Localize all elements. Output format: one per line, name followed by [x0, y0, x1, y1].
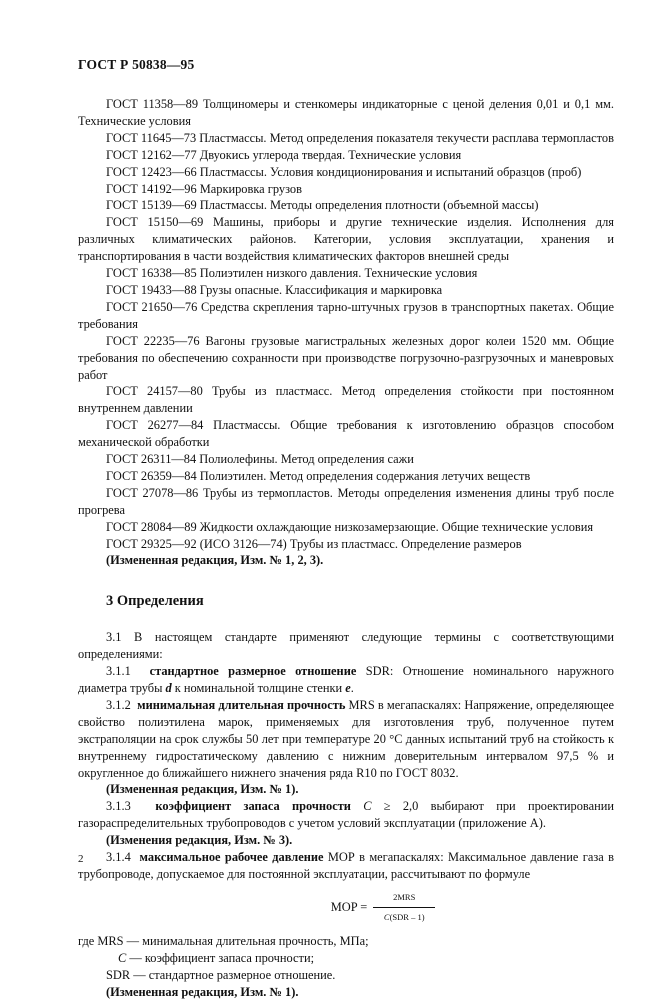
formula-variable-c: C: [383, 912, 390, 923]
where-c-text: — коэффициент запаса прочности;: [126, 950, 315, 965]
definition-3-1-1: [78, 663, 614, 697]
mop-formula: [152, 889, 614, 927]
definition-3-1-2: [78, 697, 614, 782]
reference-item: ГОСТ 28084—89 Жидкости охлаждающие низкозамерзающие. Общие технические условия: [106, 519, 594, 534]
section-title: 3 Определения: [106, 593, 204, 610]
formula-lhs: MOP =: [330, 900, 368, 915]
defined-term: коэффициент запаса прочности: [155, 799, 351, 814]
definition-text: .: [350, 681, 354, 695]
reference-item: ГОСТ 26311—84 Полиолефины. Метод определения сажи: [106, 452, 414, 467]
reference-item: ГОСТ 22235—76 Вагоны грузовые магистральных железных дорог колеи 1520 мм. Общие требования по обеспечению сохранности при производстве погрузочно-разгрузочных и маневровых работ: [78, 333, 614, 382]
reference-item: ГОСТ 26359—84 Полиэтилен. Метод определения содержания летучих веществ: [106, 468, 531, 483]
amendment-note: (Измененная редакция, Изм. № 1).: [106, 782, 299, 797]
reference-item: ГОСТ 12423—66 Пластмассы. Условия кондиционирования и испытаний образцов (проб): [106, 164, 582, 179]
reference-item: ГОСТ 12162—77 Двуокись углерода твердая. Технические условия: [106, 147, 462, 162]
amendment-note: (Измененная редакция, Изм. № 1, 2, 3).: [106, 553, 324, 568]
variable-e: e: [345, 681, 351, 695]
reference-item: ГОСТ 11645—73 Пластмассы. Метод определения показателя текучести расплава термопластов: [106, 130, 614, 145]
where-sdr: SDR — стандартное размерное отношение.: [106, 967, 336, 982]
where-c: [78, 950, 614, 967]
defined-term: стандартное размерное отношение: [149, 664, 357, 679]
reference-item: ГОСТ 24157—80 Трубы из пластмасс. Метод определения стойкости при постоянном внутреннем давлении: [78, 384, 614, 416]
definition-text: SDR: Отношение номинального наружного диаметра трубы: [78, 664, 614, 695]
definition-text: МОР в мегапаскалях: Максимальное давление газа в трубопроводе, допускаемое для постоянной эксплуатации, рассчитывают по формуле: [78, 850, 614, 881]
definition-text: ≥ 2,0 выбирают при проектировании газораспределительных трубопроводов с учетом условий эксплуатации (приложение А).: [78, 799, 614, 831]
document-header: ГОСТ Р 50838—95: [78, 57, 195, 72]
clause-number: 3.1.4: [106, 850, 131, 865]
clause-number: 3.1.1: [106, 664, 131, 679]
variable-d: d: [165, 681, 172, 695]
reference-item: ГОСТ 26277—84 Пластмассы. Общие требования к изготовлению образцов способом механической обработки: [78, 418, 614, 450]
definition-3-1-3: [78, 798, 614, 832]
page-number: 2: [78, 853, 84, 865]
clause-number: 3.1.3: [106, 799, 131, 814]
formula-numerator: 2MRS: [393, 892, 416, 903]
clause-number: 3.1.2: [106, 697, 131, 712]
definitions-intro: 3.1 В настоящем стандарте применяют следующие термины с соответствующими определениями:: [78, 630, 614, 662]
reference-item: ГОСТ 15139—69 Пластмассы. Методы определения плотности (объемной массы): [106, 198, 539, 213]
document-body: [78, 96, 614, 1001]
formula-denominator: [384, 908, 425, 926]
defined-term: максимальное рабочее давление: [139, 850, 324, 865]
defined-term: минимальная длительная прочность: [137, 697, 346, 712]
variable-c: C: [363, 799, 372, 814]
reference-item: ГОСТ 21650—76 Средства скрепления тарно-штучных грузов в транспортных пакетах. Общие требования: [78, 299, 614, 331]
reference-item: ГОСТ 15150—69 Машины, приборы и другие технические изделия. Исполнения для различных климатических районов. Категории, условия эксплуатации, хранения и транспортирования в части воздействия климатических факторов внешней среды: [78, 215, 614, 264]
reference-item: ГОСТ 19433—88 Грузы опасные. Классификация и маркировка: [106, 282, 443, 297]
reference-item: ГОСТ 29325—92 (ИСО 3126—74) Трубы из пластмасс. Определение размеров: [106, 536, 522, 551]
reference-item: ГОСТ 11358—89 Толщиномеры и стенкомеры индикаторные с ценой деления 0,01 и 0,1 мм. Технические условия: [78, 97, 614, 128]
amendment-note: (Измененная редакция, Изм. № 1).: [106, 984, 299, 999]
reference-item: ГОСТ 14192—96 Маркировка грузов: [106, 181, 302, 196]
definition-text: MRS в мегапаскалях: Напряжение, определяющее свойство полиэтилена марок, применяемых для изготовления труб, полученное путем экстраполяции на срок службы 50 лет при температуре 20 °С данных испытаний труб на стойкость к внутреннему гидростатическому давлению с нижним доверительным интервалом 97,5 % и округленное до ближайшего нижнего значения ряда R10 по ГОСТ 8032.: [78, 697, 614, 780]
where-variable-c: C: [118, 950, 127, 965]
formula-fraction: [373, 889, 435, 926]
where-mrs: где MRS — минимальная длительная прочность, МПа;: [78, 933, 369, 948]
reference-item: ГОСТ 27078—86 Трубы из термопластов. Методы определения изменения длины труб после прогрева: [78, 485, 614, 517]
reference-item: ГОСТ 16338—85 Полиэтилен низкого давления. Технические условия: [106, 266, 478, 281]
amendment-note: (Изменения редакция, Изм. № 3).: [106, 833, 293, 848]
definition-text: к номинальной толщине стенки: [171, 681, 346, 695]
formula-denominator-rest: (SDR – 1): [389, 912, 425, 923]
definition-3-1-4: [78, 849, 614, 883]
